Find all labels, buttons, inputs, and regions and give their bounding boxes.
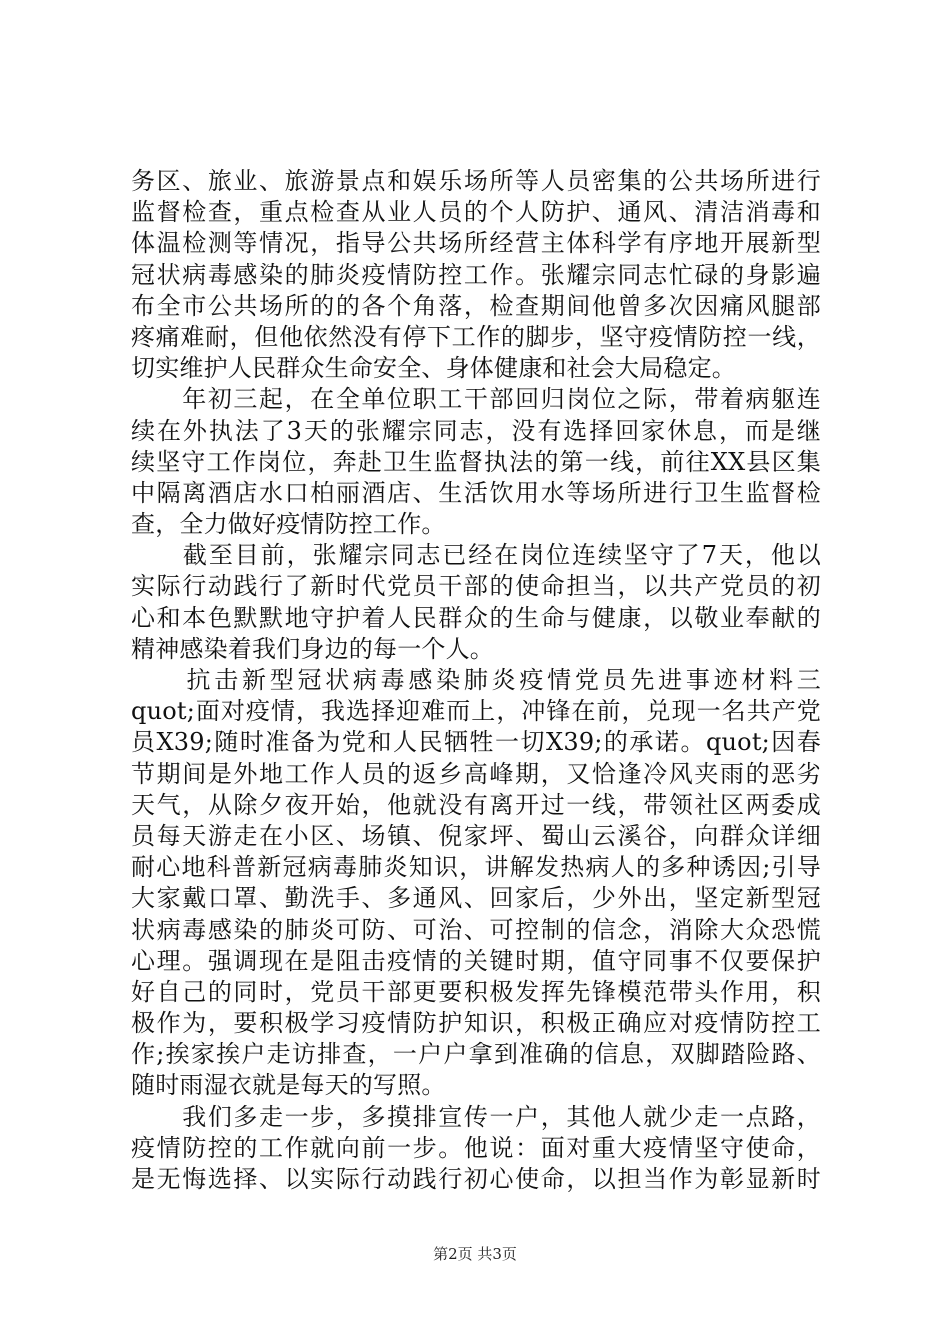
page-footer: 第2页 共3页: [433, 1245, 517, 1263]
text-line: 随时雨湿衣就是每天的写照。: [131, 1071, 446, 1100]
text-line: 中隔离酒店水口柏丽酒店、生活饮用水等场所进行卫生监督检: [131, 478, 821, 507]
text-line: 好自己的同时，党员干部更要积极发挥先锋模范带头作用，积: [131, 977, 821, 1006]
text-line: 节期间是外地工作人员的返乡高峰期，又恰逢冷风夹雨的恶劣: [131, 759, 821, 788]
text-line: quot;面对疫情，我选择迎难而上，冲锋在前，兑现一名共产党: [131, 697, 821, 726]
text-line: 心理。强调现在是阻击疫情的关键时期，值守同事不仅要保护: [131, 946, 821, 975]
document-body: [131, 166, 821, 1195]
text-line: 布全市公共场所的的各个角落，检查期间他曾多次因痛风腿部: [131, 291, 821, 320]
text-line: 体温检测等情况，指导公共场所经营主体科学有序地开展新型: [131, 229, 821, 258]
text-line: 切实维护人民群众生命安全、身体健康和社会大局稳定。: [131, 354, 736, 383]
text-line: 疫情防控的工作就向前一步。他说：面对重大疫情坚守使命，: [131, 1133, 821, 1162]
text-line: 务区、旅业、旅游景点和娱乐场所等人员密集的公共场所进行: [131, 167, 821, 195]
text-line: 作;挨家挨户走访排查，一户户拿到准确的信息，双脚踏险路、: [131, 1040, 821, 1069]
text-line: 精神感染着我们身边的每一个人。: [131, 634, 494, 663]
text-line: 续在外执法了3天的张耀宗同志，没有选择回家休息，而是继: [131, 416, 821, 445]
text-line: 监督检查，重点检查从业人员的个人防护、通风、清洁消毒和: [131, 198, 821, 227]
text-line: 查，全力做好疫情防控工作。: [131, 510, 446, 539]
text-line: 大家戴口罩、勤洗手、多通风、回家后，少外出，坚定新型冠: [131, 884, 821, 913]
text-line: 实际行动践行了新时代党员干部的使命担当，以共产党员的初: [131, 572, 821, 601]
text-line: 截至目前，张耀宗同志已经在岗位连续坚守了7天，他以: [131, 541, 821, 570]
text-line: 我们多走一步，多摸排宣传一户，其他人就少走一点路，: [131, 1102, 821, 1131]
text-line: 是无悔选择、以实际行动践行初心使命，以担当作为彰显新时: [131, 1165, 821, 1193]
text-line: 疼痛难耐，但他依然没有停下工作的脚步，坚守疫情防控一线，: [131, 322, 821, 351]
text-line: 员X39;随时准备为党和人民牺牲一切X39;的承诺。quot;因春: [131, 728, 821, 757]
text-line: 状病毒感染的肺炎可防、可治、可控制的信念，消除大众恐慌: [131, 915, 821, 944]
text-line: 续坚守工作岗位，奔赴卫生监督执法的第一线，前往XX县区集: [131, 447, 821, 476]
text-line: 员每天游走在小区、场镇、倪家坪、蜀山云溪谷，向群众详细: [131, 821, 821, 850]
text-line: 冠状病毒感染的肺炎疫情防控工作。张耀宗同志忙碌的身影遍: [131, 260, 821, 289]
text-line: 心和本色默默地守护着人民群众的生命与健康，以敬业奉献的: [131, 603, 821, 632]
text-line: 耐心地科普新冠病毒肺炎知识，讲解发热病人的多种诱因;引导: [131, 853, 821, 882]
text-line: 抗击新型冠状病毒感染肺炎疫情党员先进事迹材料三: [131, 666, 821, 694]
text-line: 天气，从除夕夜开始，他就没有离开过一线，带领社区两委成: [131, 790, 821, 819]
text-line: 年初三起，在全单位职工干部回归岗位之际，带着病躯连: [131, 385, 821, 414]
text-line: 极作为，要积极学习疫情防护知识，积极正确应对疫情防控工: [131, 1009, 821, 1038]
